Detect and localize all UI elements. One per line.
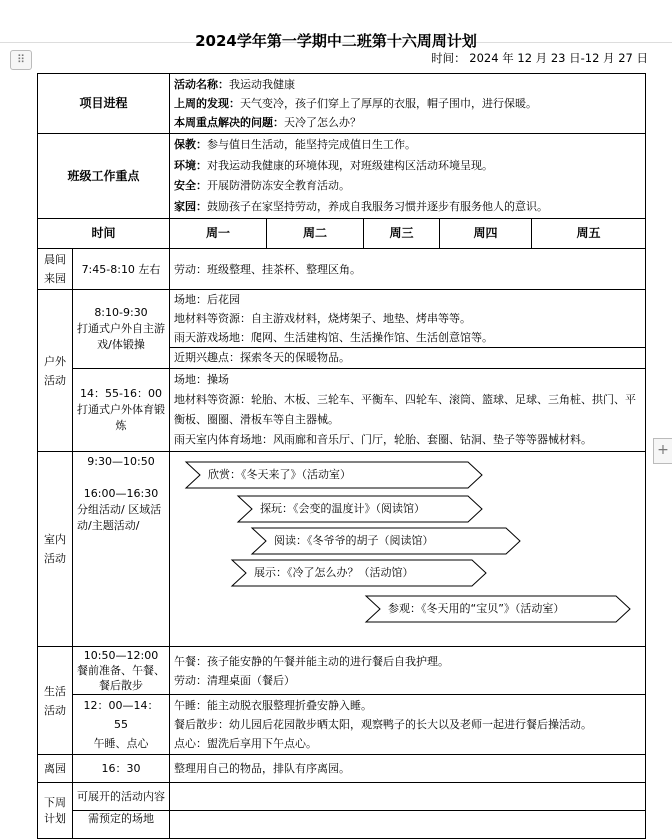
next-week-venue-value[interactable] [170,811,646,839]
date-range [431,50,648,66]
indoor-section: 室内活动 [38,452,73,647]
activity-arrow-label: 参观：《冬天用的“宝贝”》（活动室） [388,602,565,615]
activity-arrows [166,452,649,642]
outdoor-slot2-line: 地材料等资源：轮胎、木板、三轮车、平衡车、四轮车、滚筒、篮球、足球、三角桩、拱门、平衡板、圈圈、滑板车等自主器械。 [174,393,637,426]
focus-safety-key: 安全： [174,179,208,192]
day-header-mon: 周一 [170,219,267,249]
focus-content [170,134,646,219]
life-slot1-line: 劳动：清理桌面（餐后） [174,673,296,687]
life-slot2-line: 点心：盥洗后享用下午点心。 [174,737,318,750]
date-label: 时间： [431,51,466,65]
morning-section: 晨间来园 [38,249,73,290]
life-row-1 [38,647,646,695]
life-slot2-content [170,695,646,755]
weekly-plan-table [37,73,646,839]
progress-row [38,74,646,134]
next-week-venue: 需预定的场地 [73,811,170,839]
focus-home-key: 家园： [174,199,208,213]
outdoor-slot1 [73,290,170,369]
focus-home-value: 鼓励孩子在家坚持劳动，养成自我服务习惯并逐步有服务他人的意识。 [207,199,549,213]
outdoor-slot1-line: 雨天游戏场地：爬网、生活建构馆、生活操作馆、生活创意馆等。 [174,331,494,344]
indoor-slot-name: 分组活动/ 区域活动/主题活动/ [77,503,162,532]
day-header-fri: 周五 [532,219,646,249]
indoor-time-1: 9:30—10:50 [87,455,155,468]
outdoor-slot1-name: 打通式户外自主游戏/体锻操 [77,322,165,351]
life-slot2-line: 午睡：能主动脱衣服整理折叠安静入睡。 [174,699,373,712]
days-header-row [38,219,646,249]
focus-care-value: 参与值日生活动，能坚持完成值日生工作。 [207,138,417,151]
life-slot1-line: 午餐：孩子能安静的午餐并能主动的进行餐后自我护理。 [174,654,450,668]
next-week-row-2 [38,811,646,839]
last-week-finding-value: 天气变冷，孩子们穿上了厚厚的衣服，帽子围巾，进行保暖。 [240,97,538,110]
leave-row [38,755,646,783]
day-header-tue: 周二 [267,219,364,249]
morning-row [38,249,646,290]
outdoor-section: 户外活动 [38,290,73,452]
outdoor-slot2 [73,369,170,452]
leave-section: 离园 [38,755,73,783]
progress-label: 项目进程 [38,74,170,134]
activity-name-value: 我运动我健康 [229,78,296,91]
next-week-activities-value[interactable] [170,783,646,811]
outdoor-slot2-content [170,369,646,452]
next-week-activities: 可展开的活动内容 [73,783,170,811]
leave-time: 16：30 [73,755,170,783]
focus-env-value: 对我运动我健康的环境体现，对班级建构区活动环境呈现。 [207,158,494,172]
date-value: 2024 年 12 月 23 日-12 月 27 日 [469,51,648,65]
outdoor-interest: 近期兴趣点：探索冬天的保暖物品。 [170,347,645,368]
indoor-slot [73,452,170,647]
outdoor-slot2-line: 雨天室内体育场地：风雨廊和音乐厅、门厅，轮胎、套圈、钻洞、垫子等等器械材料。 [174,433,593,446]
outdoor-slot2-time: 14：55-16：00 [80,387,162,400]
life-section: 生活活动 [38,647,73,755]
outdoor-row-1 [38,290,646,369]
focus-safety-value: 开展防滑防冻安全教育活动。 [207,179,351,192]
next-week-section: 下周计划 [38,783,73,839]
last-week-finding-key: 上周的发现： [174,97,241,110]
focus-env-key: 环境： [174,158,208,172]
outdoor-slot1-time: 8:10-9:30 [94,306,148,319]
table-drag-handle-icon[interactable]: ⠿ [10,50,32,70]
add-column-button[interactable]: + [653,438,672,464]
activity-arrow-label: 展示：《冷了怎么办？（活动馆） [254,566,414,579]
life-slot2-line: 餐后散步：幼儿园后花园散步晒太阳，观察鸭子的长大以及老师一起进行餐后操活动。 [174,718,593,731]
life-slot1-time: 10:50—12:00 餐前准备、午餐、餐后散步 [73,647,170,695]
time-header: 时间 [38,219,170,249]
activity-arrow-label: 阅读：《冬爷爷的胡子（阅读馆） [274,534,434,547]
life-slot2 [73,695,170,755]
day-header-thu: 周四 [440,219,532,249]
outdoor-slot1-line: 场地：后花园 [174,293,241,306]
morning-time: 7:45-8:10 左右 [73,249,170,290]
life-row-2 [38,695,646,755]
indoor-content [170,452,646,647]
key-problem-key: 本周重点解决的问题： [174,116,285,129]
outdoor-slot2-line: 场地：操场 [174,373,230,386]
life-slot2-time: 12：00—14：55 [83,699,159,731]
next-week-row-1 [38,783,646,811]
focus-care-key: 保教： [174,138,208,151]
activity-arrow-label: 欣赏：《冬天来了》（活动室） [208,468,352,481]
focus-label: 班级工作重点 [38,134,170,219]
key-problem-value: 天冷了怎么办？ [284,116,362,129]
page-title: 2024学年第一学期中二班第十六周周计划 [195,32,477,50]
indoor-time-2: 16:00—16:30 [83,487,159,500]
outdoor-slot1-line: 地材料等资源：自主游戏材料，烧烤架子、地垫、烤串等等。 [174,312,472,325]
focus-row [38,134,646,219]
day-header-wed: 周三 [364,219,440,249]
activity-name-key: 活动名称： [174,78,230,91]
indoor-row [38,452,646,647]
leave-content: 整理用自己的物品，排队有序离园。 [170,755,646,783]
outdoor-slot2-name: 打通式户外体育锻炼 [77,403,165,432]
morning-content: 劳动：班级整理、挂茶杯、整理区角。 [170,249,646,290]
life-slot2-name: 午睡、点心 [93,737,149,750]
progress-content [170,74,646,134]
activity-arrow-label: 探玩：《会变的温度计》（阅读馆） [260,502,426,515]
outdoor-slot1-content [170,290,646,369]
life-slot1-content [170,647,646,695]
outdoor-row-2 [38,369,646,452]
